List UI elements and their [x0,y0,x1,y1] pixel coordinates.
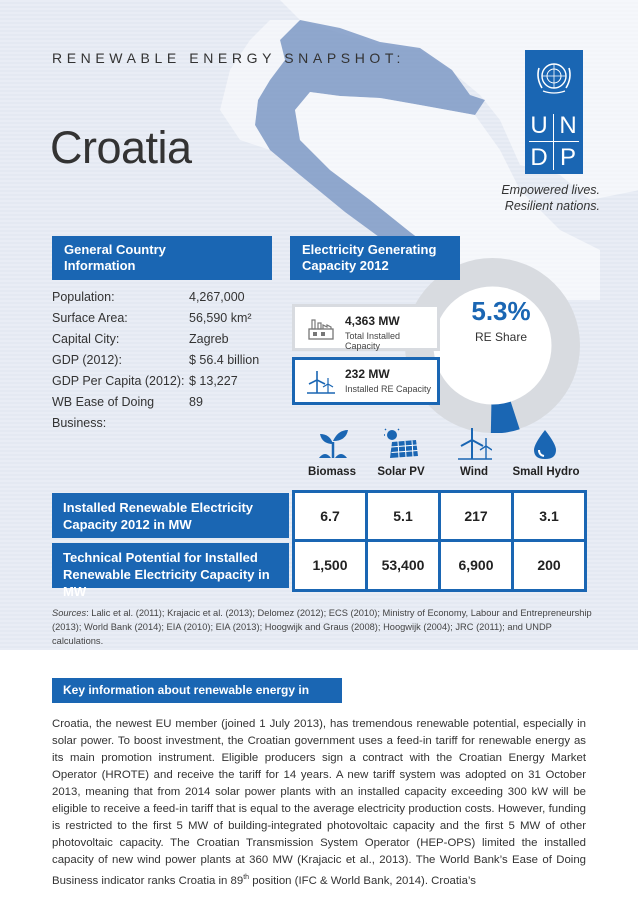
re-capacity-box [292,357,440,405]
table-cell: 3.1 [514,493,584,539]
ordinal-suffix: th [243,874,250,881]
general-info-list [52,287,260,430]
logo-letter-u: U [530,112,548,139]
title-line: Electricity Generating [302,242,437,257]
power-plant-icon [307,317,335,341]
total-capacity-value: 4,363 MW [345,314,400,328]
info-row [52,329,259,350]
total-capacity-box [292,304,440,351]
technical-potential-row-title [52,543,289,599]
re-share-percent: 5.3% [471,296,531,326]
logo-letter-d: D [530,144,548,171]
info-label: Capital City: [52,332,120,346]
key-info-title: Key information about renewable energy in Croatia [52,678,342,703]
info-label: GDP (2012): [52,353,122,367]
info-row [52,392,259,430]
title-line: General Country [64,242,166,257]
tagline-line: Resilient nations. [504,199,600,213]
info-value: $ 13,227 [189,374,238,388]
logo-letter-n: N [559,112,577,139]
table-cell: 6.7 [295,493,365,539]
tech-label-small-hydro: Small Hydro [512,466,580,478]
title-line: Capacity 2012 [302,258,389,273]
sources-text: : Lalic et al. (2011); Krajacic et al. (2013); Delomez (2012); ECS (2010); Ministry of Economy, Labour and Entrepreneurship (2013); World Bank (2014); EIA (2010); EIA (2013); Hoogwijk and Graus (2008); Hoogwijk (2004); JRC (2011); and UNDP calculations. [52,608,592,646]
title-line: Technical Potential for Installed [63,550,258,565]
info-label: WB Ease of Doing Business: [52,395,155,430]
body-paragraph: position (IFC & World Bank, 2014). Croatia’s [249,874,476,887]
re-capacity-value: 232 MW [345,367,390,381]
info-value: 89 [189,395,203,409]
title-line: Renewable Electricity Capacity in MW [63,567,270,599]
un-emblem-icon [534,58,574,96]
title-line: Capacity 2012 in MW [63,517,192,532]
info-value: 56,590 km² [189,311,252,325]
re-share-label: RE Share [474,330,528,344]
table-cell: 53,400 [368,542,438,589]
tech-label-wind: Wind [460,466,488,478]
solar-panel-icon [384,428,418,460]
info-label: Population: [52,290,115,304]
general-info-title [52,236,272,280]
capacity-title [290,236,460,280]
table-cell: 6,900 [441,542,511,589]
wind-turbine-icon [307,370,335,394]
tagline [440,182,600,214]
wind-turbine-icon [458,428,492,460]
table-cell: 217 [441,493,511,539]
tech-label-biomass: Biomass [308,466,356,478]
info-value: 4,267,000 [189,290,245,304]
info-row [52,371,259,392]
info-label: GDP Per Capita (2012): [52,374,185,388]
tagline-line: Empowered lives. [501,183,600,197]
info-row [52,350,259,371]
logo-divider [529,141,579,142]
info-value: $ 56.4 billion [189,353,260,367]
table-cell: 200 [514,542,584,589]
water-drop-icon [528,428,562,460]
page-title: Croatia [50,122,192,173]
capacity-table [292,490,587,592]
installed-capacity-row-title [52,493,289,538]
body-paragraph: Croatia, the newest EU member (joined 1 July 2013), has tremendous renewable potential, especially in solar power. To boost investment, the Croatian government uses a feed-in tariff for renewable energy as its main promotion instrument. Eligible producers sign a contract with the Croatian Energy Market Operator (HROTE) and receive the tariff for 14 years. A new tariff system was adopted on 31 October 2013, meaning that from 2014 solar power plants with an installed capacity exceeding 300 kW will be eligible to receive a feed-in tariff that is equal to the average electricity production costs. However, funding is restricted to the first 5 MW of building-integrated photovoltaic capacity and the first 5 MW of other photovoltaic capacity. The Croatian Transmission System Operator (HEP-OPS) limited the installed capacity of new wind power plants at 360 MW (Krajacic et al., 2013). The World Bank’s Ease of Doing Business indicator ranks Croatia in 89 [52,718,586,887]
logo-letter-p: P [559,144,576,171]
sources-note [52,606,592,648]
undp-logo [525,50,583,174]
table-cell: 1,500 [295,542,365,589]
info-row [52,308,259,329]
title-line: Installed Renewable Electricity [63,500,254,515]
info-label: Surface Area: [52,311,128,325]
table-cell: 5.1 [368,493,438,539]
info-value: Zagreb [189,332,229,346]
info-row [52,287,259,308]
total-capacity-label: Total Installed Capacity [345,331,401,351]
sources-label: Sources [52,608,87,618]
snapshot-label: RENEWABLE ENERGY SNAPSHOT: [52,50,405,66]
re-capacity-label: Installed RE Capacity [345,384,432,394]
key-info-body [52,716,586,890]
biomass-icon [316,428,350,460]
logo-divider [553,114,554,170]
tech-label-solar: Solar PV [377,466,425,478]
title-line: Information [64,258,136,273]
